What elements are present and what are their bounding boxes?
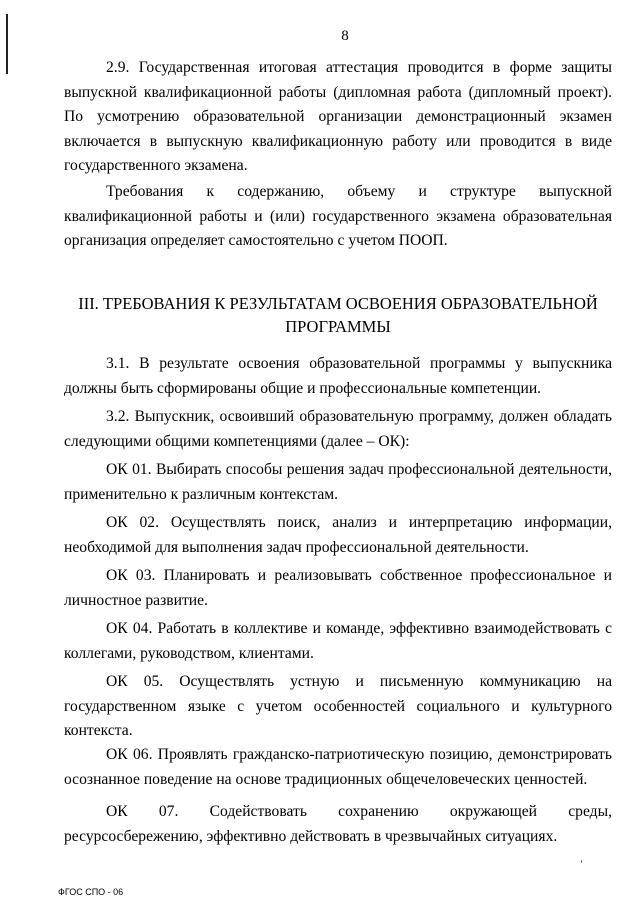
scan-speck: ʼ	[580, 859, 583, 869]
clause-3-2: 3.2. Выпускник, освоивший образовательную программу, должен обладать следующими общими компетенциями (далее – ОК):	[64, 408, 612, 450]
competency-ok-02: ОК 02. Осуществлять поиск, анализ и интерпретацию информации, необходимой для выполнения задач профессиональной деятельности.	[64, 514, 612, 556]
competency-ok-06: ОК 06. Проявлять гражданско-патриотическую позицию, демонстрировать осознанное поведение на основе традиционных общечеловеческих ценностей.	[64, 746, 612, 788]
competency-ok-04: ОК 04. Работать в коллективе и команде, эффективно взаимодействовать с коллегами, руководством, клиентами.	[64, 620, 612, 662]
competency-ok-03: ОК 03. Планировать и реализовывать собственное профессиональное и личностное развитие.	[64, 567, 612, 609]
paragraph-2-9: 2.9. Государственная итоговая аттестация проводится в форме защиты выпускной квалификационной работы (дипломная работа (дипломный проект). По усмотрению образовательной организации демонстрационный экзамен включается в выпускную квалификационную работу или проводится в виде государственного экзамена.	[64, 59, 612, 175]
clause-3-1: 3.1. В результате освоения образовательной программы у выпускника должны быть сформированы общие и профессиональные компетенции.	[64, 355, 612, 397]
competency-ok-05: ОК 05. Осуществлять устную и письменную коммуникацию на государственном языке с учетом особенностей социального и культурного контекста.	[64, 673, 612, 740]
competency-ok-07: ОК 07. Содействовать сохранению окружающей среды, ресурсосбережению, эффективно действовать в чрезвычайных ситуациях.	[64, 803, 612, 845]
competency-ok-01: ОК 01. Выбирать способы решения задач профессиональной деятельности, применительно к различным контекстам.	[64, 461, 612, 503]
paragraph-requirements: Требования к содержанию, объему и структуре выпускной квалификационной работы и (или) государственного экзамена образовательная организация определяет самостоятельно с учетом ПООП.	[64, 183, 612, 250]
section-heading: III. ТРЕБОВАНИЯ К РЕЗУЛЬТАТАМ ОСВОЕНИЯ ОБРАЗОВАТЕЛЬНОЙ ПРОГРАММЫ	[78, 294, 598, 336]
page-number: 8	[341, 28, 349, 44]
footer-code: ФГОС СПО - 06	[58, 887, 124, 897]
